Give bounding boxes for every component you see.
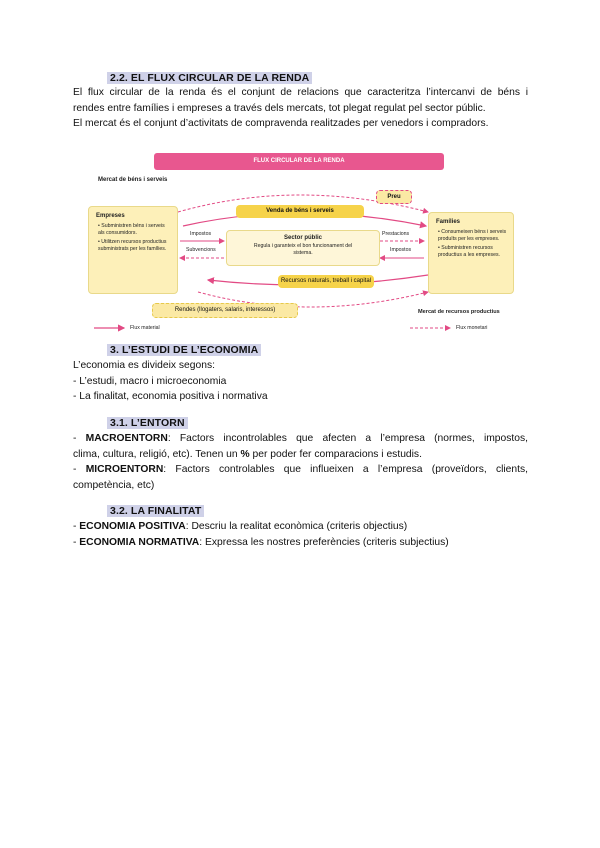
paragraph-line: rendes entre famílies i empreses a través dels mercats, tot plegat regulat pel sector públic.	[73, 102, 486, 114]
sector-public-title: Sector públic	[283, 235, 322, 241]
families-title: Famílies	[436, 219, 461, 225]
section-3-item: - La finalitat, economia positiva i normativa	[73, 391, 268, 403]
families-bullet-1: • Consumeixen béns i serveis produïts per les empreses.	[438, 229, 507, 242]
subvencions-label: Subvencions	[186, 247, 216, 253]
diagram-banner: FLUX CIRCULAR DE LA RENDA	[154, 153, 444, 170]
intro-paragraph	[73, 85, 528, 132]
empreses-bullet-2: • Utilitzen recursos productius subministrats per les famílies.	[98, 239, 167, 252]
empreses-box	[88, 206, 178, 294]
micro-line-2: competència, etc)	[73, 479, 155, 491]
section-3-intro: L’economia es divideix segons:	[73, 360, 215, 371]
recursos-pill: Recursos naturals, treball i capital	[278, 275, 374, 288]
prestacions-label: Prestacions	[382, 231, 410, 237]
section-title-3-2: 3.2. LA FINALITAT	[107, 505, 204, 517]
circular-flow-diagram	[88, 150, 516, 338]
sector-public-box	[226, 230, 380, 266]
impostos-left-label: Impostos	[190, 231, 212, 237]
market-resources-label: Mercat de recursos productius	[418, 309, 500, 315]
families-bullet-2: • Subministren recursos productius a les empreses.	[438, 245, 500, 258]
macro-line-1: - MACROENTORN: Factors incontrolables que afecten a l’empresa (normes, impostos,	[73, 433, 529, 444]
micro-line-1: - MICROENTORN: Factors controlables que influeixen a l’empresa (proveïdors, clients,	[73, 464, 528, 476]
section-3-2-body	[73, 519, 449, 550]
empreses-bullet-1: • Subministren béns i serveis als consumidors.	[98, 223, 165, 236]
section-3-1-body	[73, 431, 528, 493]
section-3-item: - L’estudi, macro i microeconomia	[73, 375, 227, 387]
families-box	[428, 212, 514, 294]
section-title-3: 3. L’ESTUDI DE L’ECONOMIA	[107, 344, 261, 356]
normative-line: - ECONOMIA NORMATIVA: Expressa les nostres preferències (criteris subjectius)	[73, 536, 449, 548]
preu-pill: Preu	[376, 190, 412, 204]
paragraph-line: El mercat és el conjunt d’activitats de compravenda realitzades per venedors i compradors.	[73, 118, 489, 130]
empreses-title: Empreses	[96, 213, 125, 219]
legend-monetari: Flux monetari	[456, 325, 488, 331]
macro-line-2: clima, cultura, religió, etc). Tenen un % per poder fer comparacions i estudis.	[73, 448, 422, 460]
venda-pill: Venda de béns i serveis	[236, 205, 364, 218]
rendes-pill: Rendes (llogaters, salaris, interessos)	[152, 303, 298, 318]
market-goods-label: Mercat de béns i serveis	[98, 177, 168, 183]
impostos-right-label: Impostos	[390, 247, 412, 253]
paragraph-line: El flux circular de la renda és el conjunt de relacions que caracteritza l’intercanvi de béns i	[73, 87, 528, 98]
section-3-body	[73, 358, 268, 405]
section-title-2-2: 2.2. EL FLUX CIRCULAR DE LA RENDA	[107, 72, 312, 84]
positive-line: - ECONOMIA POSITIVA: Descriu la realitat econòmica (criteris objectius)	[73, 521, 408, 532]
legend-material: Flux material	[130, 325, 160, 331]
section-title-3-1: 3.1. L’ENTORN	[107, 417, 188, 429]
sector-public-text: Regula i garanteix el bon funcionament del sistema.	[253, 243, 353, 256]
